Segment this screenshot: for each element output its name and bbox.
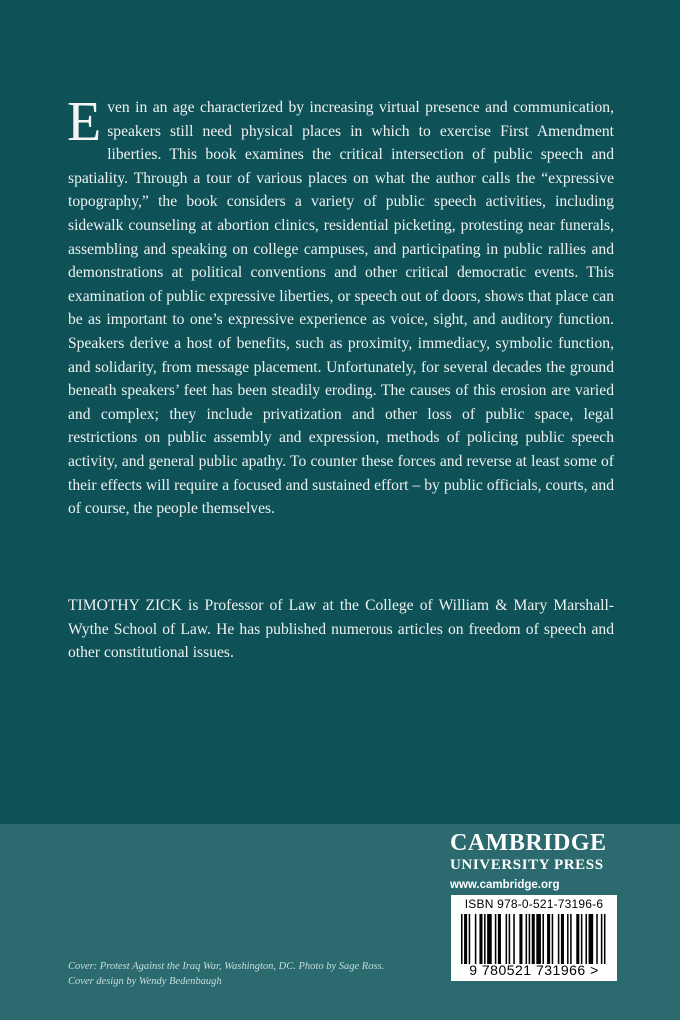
barcode-bar — [495, 914, 497, 964]
barcode-bar — [576, 914, 579, 964]
barcode-bar — [509, 914, 511, 964]
barcode-bar — [519, 914, 522, 964]
isbn-label: ISBN 978-0-521-73196-6 — [464, 897, 604, 911]
barcode-bar — [526, 914, 528, 964]
barcode-box — [451, 895, 617, 981]
cover-photo-credit: Cover: Protest Against the Iraq War, Washington, DC. Photo by Sage Ross. — [68, 961, 385, 972]
barcode-bar — [498, 914, 501, 964]
barcode-bar — [547, 914, 550, 964]
barcode-bar — [479, 914, 482, 964]
barcode-bar — [475, 914, 477, 964]
barcode-bar — [589, 914, 594, 964]
publisher-website: www.cambridge.org — [450, 879, 560, 891]
publisher-block — [450, 830, 620, 894]
publisher-subtitle: UNIVERSITY PRESS — [450, 857, 604, 873]
author-bio-text: is Professor of Law at the College of William & Mary Marshall-Wythe School of Law. He has published numerous articles on freedom of speech and other constitutional issues. — [68, 597, 614, 662]
barcode-bar — [532, 914, 535, 964]
barcode-bar — [513, 914, 515, 964]
barcode-bar — [552, 914, 554, 964]
book-description — [67, 91, 614, 521]
ean-digits: 9 780521 731966 > — [469, 962, 599, 978]
barcode-icon — [461, 914, 607, 964]
barcode-bar — [585, 914, 587, 964]
barcode-bar — [561, 914, 564, 964]
cover-design-credit: Cover design by Wendy Bedenbaugh — [68, 976, 222, 987]
publisher-name: CAMBRIDGE — [450, 830, 607, 856]
barcode-bar — [542, 914, 544, 964]
cover-credits — [68, 959, 448, 989]
barcode-bar — [601, 914, 603, 964]
barcode-bar — [604, 914, 606, 964]
barcode-bar — [464, 914, 467, 964]
description-text: ven in an age characterized by increasing virtual presence and communication, speakers still need physical places in which to exercise First Amendment liberties. This book examines the critical intersection of public speech and spatiality. Through a tour of various places on what the author calls the “expressive topography,” the book considers a variety of public speech activities, including sidewalk counseling at abortion clinics, residential picketing, protesting near funerals, assembling and speaking on college campuses, and participating in public rallies and demonstrations at political conventions and other critical democratic events. This examination of public expressive liberties, or speech out of doors, shows that place can be as important to one’s expressive experience as voice, sight, and auditory function. Speakers derive a host of benefits, such as proximity, immediacy, symbolic function, and solidarity, from message placement. Unfortunately, for several decades the ground beneath speakers’ feet has been steadily eroding. The causes of this erosion are varied and complex; they include privatization and other loss of public space, legal restrictions on public assembly and expression, methods of policing public speech activity, and general public apathy. To counter these forces and reverse at least some of their effects will require a focused and sustained effort – by public officials, courts, and of course, the people themselves. — [68, 99, 614, 518]
barcode-bar — [529, 914, 531, 964]
barcode-bar — [567, 914, 569, 964]
barcode-bar — [581, 914, 583, 964]
author-bio — [68, 594, 614, 665]
barcode-bar — [487, 914, 492, 964]
barcode-bar — [469, 914, 471, 964]
barcode-bar — [558, 914, 560, 964]
barcode-bar — [536, 914, 541, 964]
barcode-bar — [461, 914, 463, 964]
barcode-bar — [484, 914, 486, 964]
drop-cap-letter: E — [67, 91, 102, 153]
author-name: TIMOTHY ZICK — [68, 597, 182, 614]
barcode-bar — [596, 914, 598, 964]
barcode-bar — [506, 914, 508, 964]
barcode-bar — [570, 914, 572, 964]
